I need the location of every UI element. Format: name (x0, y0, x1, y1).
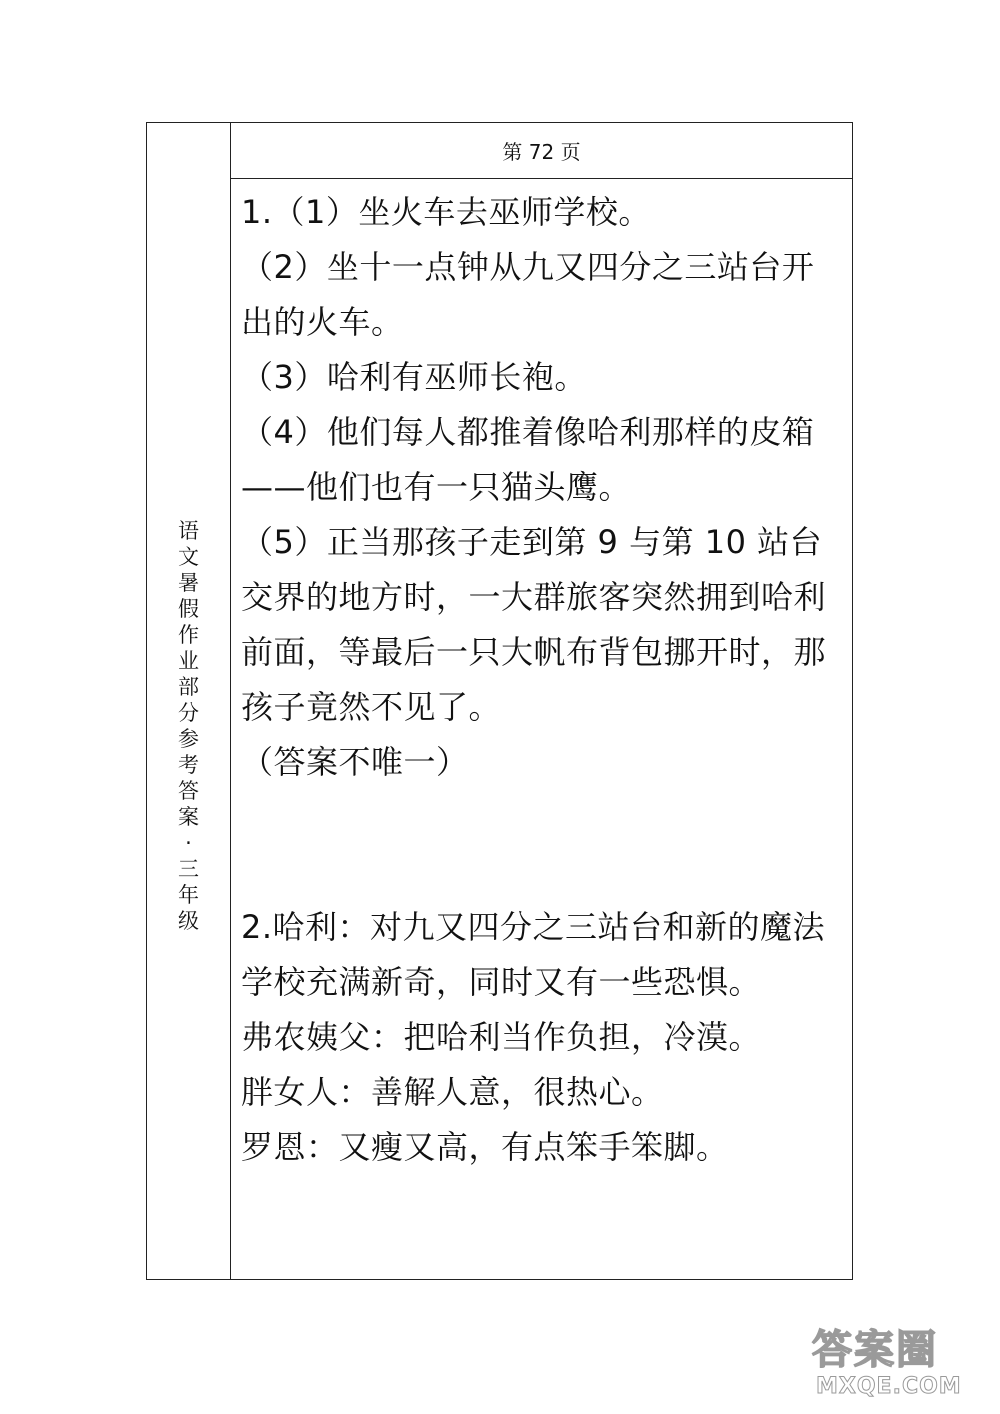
side-column (147, 123, 231, 1279)
watermark-logo (812, 1318, 982, 1402)
answer-sheet-frame (146, 122, 853, 1280)
side-label: 语文暑假作业部分参考答案·三年级 (178, 519, 199, 933)
answer-1-line-5: （5）正当那孩子走到第 9 与第 10 站台交界的地方时，一大群旅客突然拥到哈利前面，等最后一只大帆布背包挪开时，那孩子竟然不见了。 (241, 523, 827, 726)
answer-2-line-4: 罗恩：又瘦又高，有点笨手笨脚。 (241, 1128, 729, 1166)
blank-gap (241, 790, 846, 900)
answer-content (241, 185, 846, 1175)
watermark-site: MXQE.COM (816, 1374, 962, 1399)
main-column (231, 123, 852, 1279)
answer-1-line-2: （2）坐十一点钟从九又四分之三站台开出的火车。 (241, 248, 815, 341)
answer-1-line-3: （3）哈利有巫师长袍。 (241, 358, 587, 396)
answer-2-line-2: 弗农姨父：把哈利当作负担，冷漠。 (241, 1018, 762, 1056)
page-label: 第 72 页 (502, 140, 581, 164)
answer-2-line-3: 胖女人：善解人意，很热心。 (241, 1073, 664, 1111)
answer-1-line-1: 1.（1）坐火车去巫师学校。 (241, 193, 651, 231)
answer-2-line-1: 2.哈利：对九又四分之三站台和新的魔法学校充满新奇，同时又有一些恐惧。 (241, 908, 826, 1001)
page-number-header (231, 123, 852, 179)
answer-1-line-4: （4）他们每人都推着像哈利那样的皮箱——他们也有一只猫头鹰。 (241, 413, 815, 506)
answer-1-note: （答案不唯一） (241, 743, 469, 781)
watermark-logo-text: 答案圈 (812, 1327, 938, 1373)
